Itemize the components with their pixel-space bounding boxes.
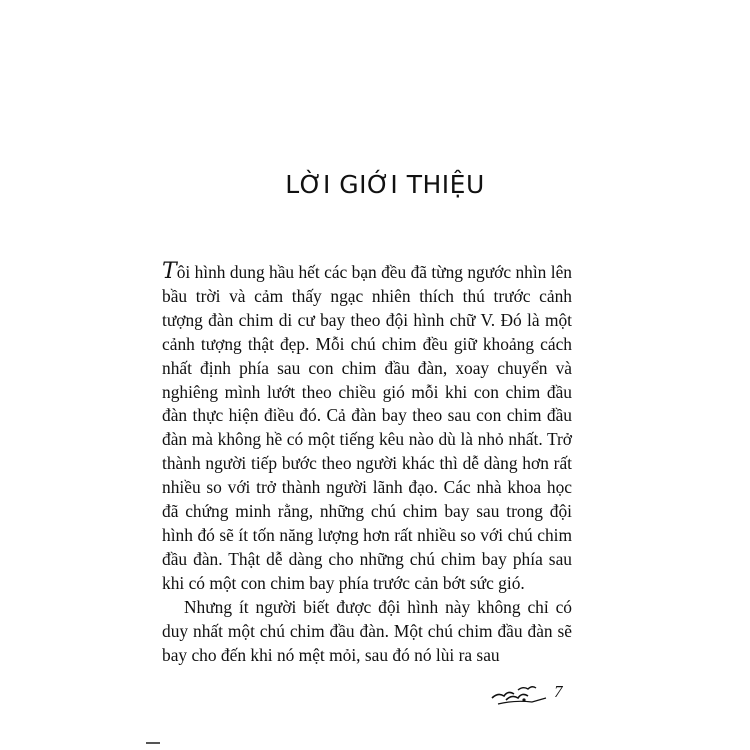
- scan-mark: [146, 742, 160, 744]
- page-number: 7: [554, 682, 563, 701]
- paragraph-1-text: ôi hình dung hầu hết các bạn đều đã từng ngước nhìn lên bầu trời và cảm thấy ngạc nhiên thích thú trước cảnh tượng đàn chim di cư bay theo đội hình chữ V. Đó là một cảnh tượng thật đẹp. Mỗi chú chim đều giữ khoảng cách nhất định phía sau con chim đầu đàn, xoay chuyển và nghiêng mình lướt theo chiều gió mỗi khi con chim đầu đàn thực hiện điều đó. Cả đàn bay theo sau con chim đầu đàn mà không hề có một tiếng kêu nào dù là nhỏ nhất. Trở thành người tiếp bước theo người khác thì dễ dàng hơn rất nhiều so với trở thành người lãnh đạo. Các nhà khoa học đã chứng minh rằng, những chú chim bay sau trong đội hình đó sẽ ít tốn năng lượng hơn rất nhiều so với chú chim đầu đàn. Thật dễ dàng cho những chú chim bay phía sau khi có một con chim bay phía trước cản bớt sức gió.: [162, 262, 572, 593]
- page-footer: [488, 680, 578, 710]
- chapter-title: LỜI GIỚI THIỆU: [285, 170, 485, 199]
- body-text: [162, 261, 572, 667]
- paragraph-1: [162, 261, 572, 596]
- flying-birds-icon: [488, 680, 548, 710]
- paragraph-2: Nhưng ít người biết được đội hình này không chỉ có duy nhất một chú chim đầu đàn. Một chú chim đầu đàn sẽ bay cho đến khi nó mệt mỏi, sau đó nó lùi ra sau: [162, 596, 572, 665]
- drop-cap: T: [162, 259, 177, 284]
